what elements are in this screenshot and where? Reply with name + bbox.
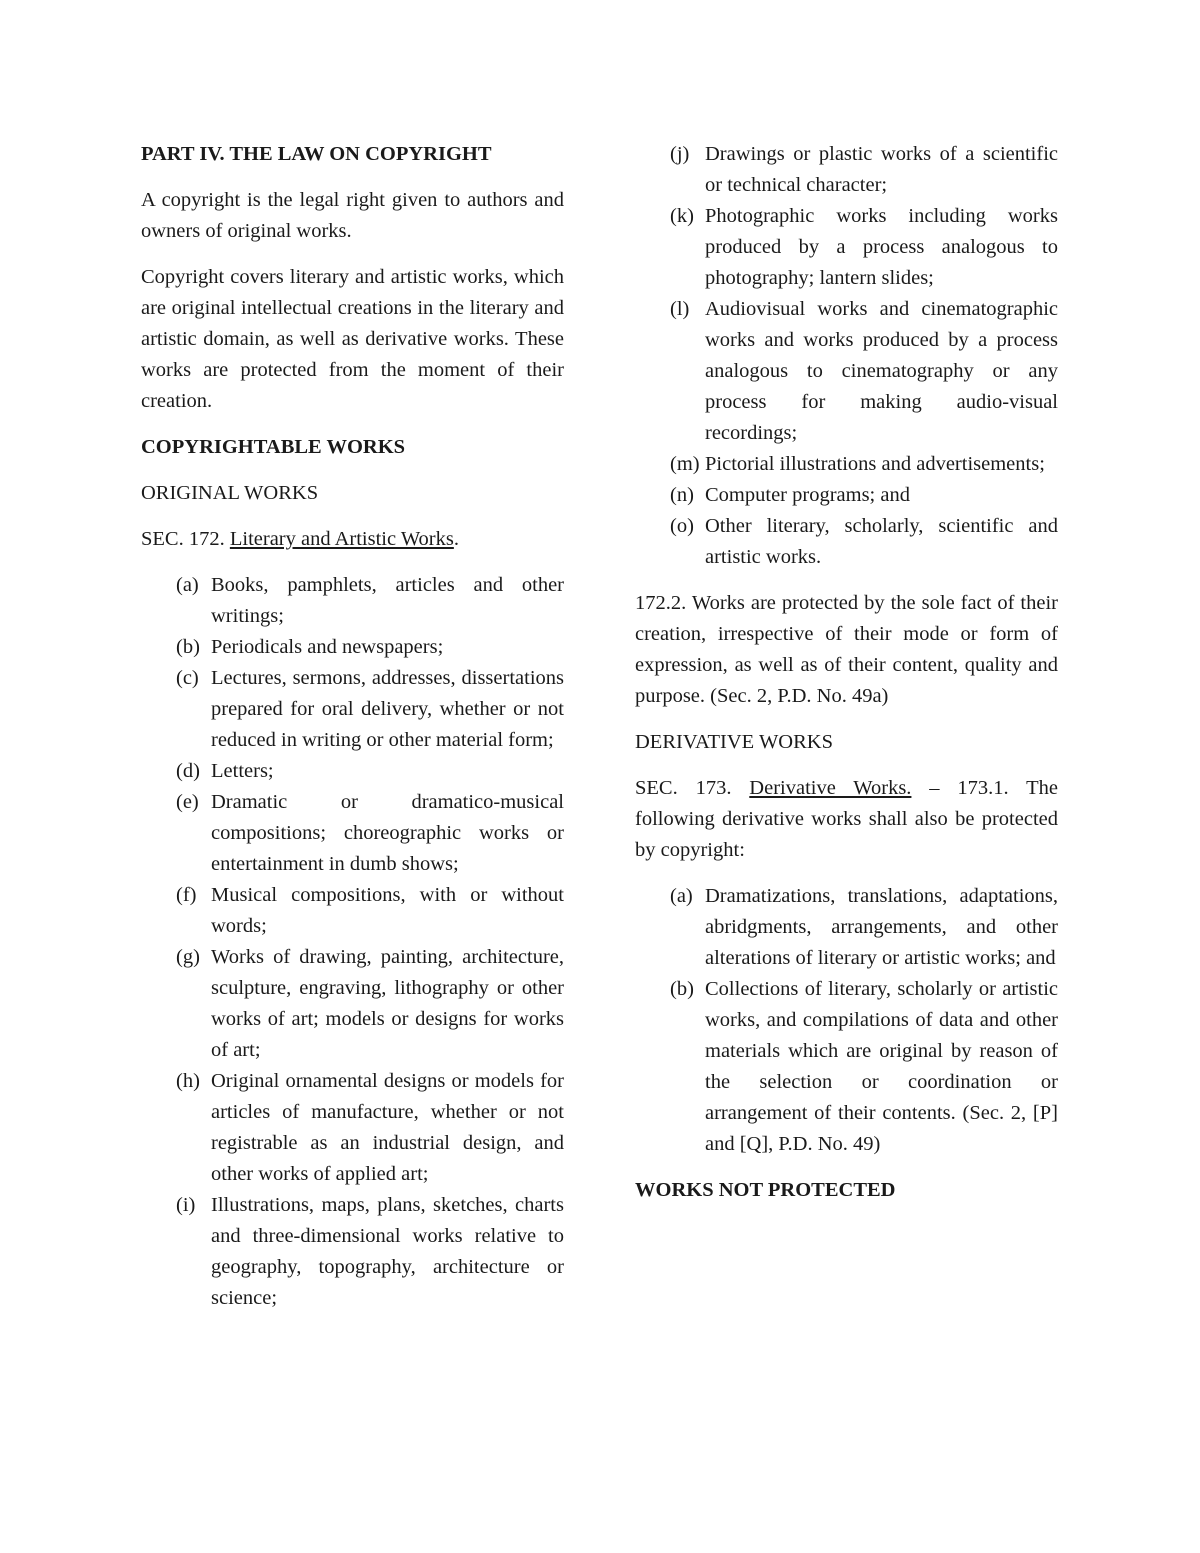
item-label: (d): [176, 760, 200, 782]
item-text: Drawings or plastic works of a scientific or technical character;: [705, 143, 1058, 196]
sec-173-title: Derivative Works.: [749, 777, 912, 799]
item-text: Letters;: [211, 760, 274, 782]
item-text: Dramatic or dramatico-musical compositions; choreographic works or entertainment in dumb shows;: [211, 791, 564, 875]
item-text: Periodicals and newspapers;: [211, 636, 444, 658]
list-item: [635, 881, 1058, 974]
item-text: Photographic works including works produced by a process analogous to photography; lantern slides;: [705, 205, 1058, 289]
list-item: [141, 632, 564, 663]
list-item: [141, 787, 564, 880]
paragraph-172-2: 172.2. Works are protected by the sole fact of their creation, irrespective of their mode or form of expression, as well as of their content, quality and purpose. (Sec. 2, P.D. No. 49a): [635, 592, 1058, 707]
item-label: (b): [670, 978, 694, 1000]
item-text: Pictorial illustrations and advertisements;: [705, 453, 1045, 475]
heading-copyrightable-works: COPYRIGHTABLE WORKS: [141, 436, 406, 458]
list-item: [141, 663, 564, 756]
item-text: Computer programs; and: [705, 484, 910, 506]
list-item: [635, 511, 1058, 573]
sec-173-heading: [635, 773, 1058, 866]
sec-172-list-left: [141, 570, 564, 1314]
item-label: (n): [670, 484, 694, 506]
list-item: [141, 570, 564, 632]
sec-173-prefix: SEC. 173.: [635, 777, 750, 799]
item-text: Collections of literary, scholarly or artistic works, and compilations of data and other materials which are original by reason of the selection or coordination or arrangement of their contents. (Sec. 2, [P] and [Q], P.D. No. 49): [705, 978, 1058, 1155]
heading-works-not-protected: WORKS NOT PROTECTED: [635, 1179, 896, 1201]
list-item: [635, 201, 1058, 294]
list-item: [635, 480, 1058, 511]
item-text: Illustrations, maps, plans, sketches, charts and three-dimensional works relative to geography, topography, architecture or science;: [211, 1194, 564, 1309]
item-label: (m): [670, 453, 700, 475]
item-text: Other literary, scholarly, scientific and artistic works.: [705, 515, 1058, 568]
list-item: [141, 756, 564, 787]
item-label: (c): [176, 667, 199, 689]
item-label: (f): [176, 884, 197, 906]
part-title: PART IV. THE LAW ON COPYRIGHT: [141, 143, 492, 165]
list-item: [141, 942, 564, 1066]
item-label: (b): [176, 636, 200, 658]
sec-172-list-right: [635, 139, 1058, 573]
sec-172-prefix: SEC. 172.: [141, 528, 230, 550]
item-text: Musical compositions, with or without words;: [211, 884, 564, 937]
heading-original-works: ORIGINAL WORKS: [141, 482, 319, 504]
right-column: [635, 139, 1058, 1221]
sec-173-suffix: – 173.1. The following derivative works shall also be protected by copyright:: [635, 777, 1058, 861]
item-text: Lectures, sermons, addresses, dissertations prepared for oral delivery, whether or not reduced in writing or other material form;: [211, 667, 564, 751]
item-text: Works of drawing, painting, architecture, sculpture, engraving, lithography or other works of art; models or designs for works of art;: [211, 946, 564, 1061]
item-text: Dramatizations, translations, adaptations, abridgments, arrangements, and other alterations of literary or artistic works; and: [705, 885, 1058, 969]
item-text: Books, pamphlets, articles and other writings;: [211, 574, 564, 627]
sec-172-suffix: .: [453, 528, 459, 550]
item-text: Audiovisual works and cinematographic works and works produced by a process analogous to cinematography or any process for making audio-visual recordings;: [705, 298, 1058, 444]
list-item: [141, 1066, 564, 1190]
item-label: (i): [176, 1194, 196, 1216]
sec-173-list: [635, 881, 1058, 1160]
item-label: (h): [176, 1070, 200, 1092]
item-label: (a): [670, 885, 693, 907]
intro-paragraph-2: Copyright covers literary and artistic works, which are original intellectual creations in the literary and artistic domain, as well as derivative works. These works are protected from the moment of their creation.: [141, 266, 564, 412]
item-label: (l): [670, 298, 690, 320]
item-label: (k): [670, 205, 694, 227]
list-item: [635, 139, 1058, 201]
item-text: Original ornamental designs or models for articles of manufacture, whether or not registrable as an industrial design, and other works of applied art;: [211, 1070, 564, 1185]
list-item: [635, 449, 1058, 480]
heading-derivative-works: DERIVATIVE WORKS: [635, 731, 833, 753]
item-label: (g): [176, 946, 200, 968]
item-label: (o): [670, 515, 694, 537]
item-label: (a): [176, 574, 199, 596]
intro-paragraph-1: A copyright is the legal right given to authors and owners of original works.: [141, 189, 564, 242]
list-item: [141, 880, 564, 942]
list-item: [635, 294, 1058, 449]
list-item: [141, 1190, 564, 1314]
item-label: (j): [670, 143, 690, 165]
list-item: [635, 974, 1058, 1160]
item-label: (e): [176, 791, 199, 813]
left-column: [141, 139, 564, 1329]
sec-172-title: Literary and Artistic Works: [229, 528, 454, 550]
sec-172-heading: [141, 524, 564, 555]
